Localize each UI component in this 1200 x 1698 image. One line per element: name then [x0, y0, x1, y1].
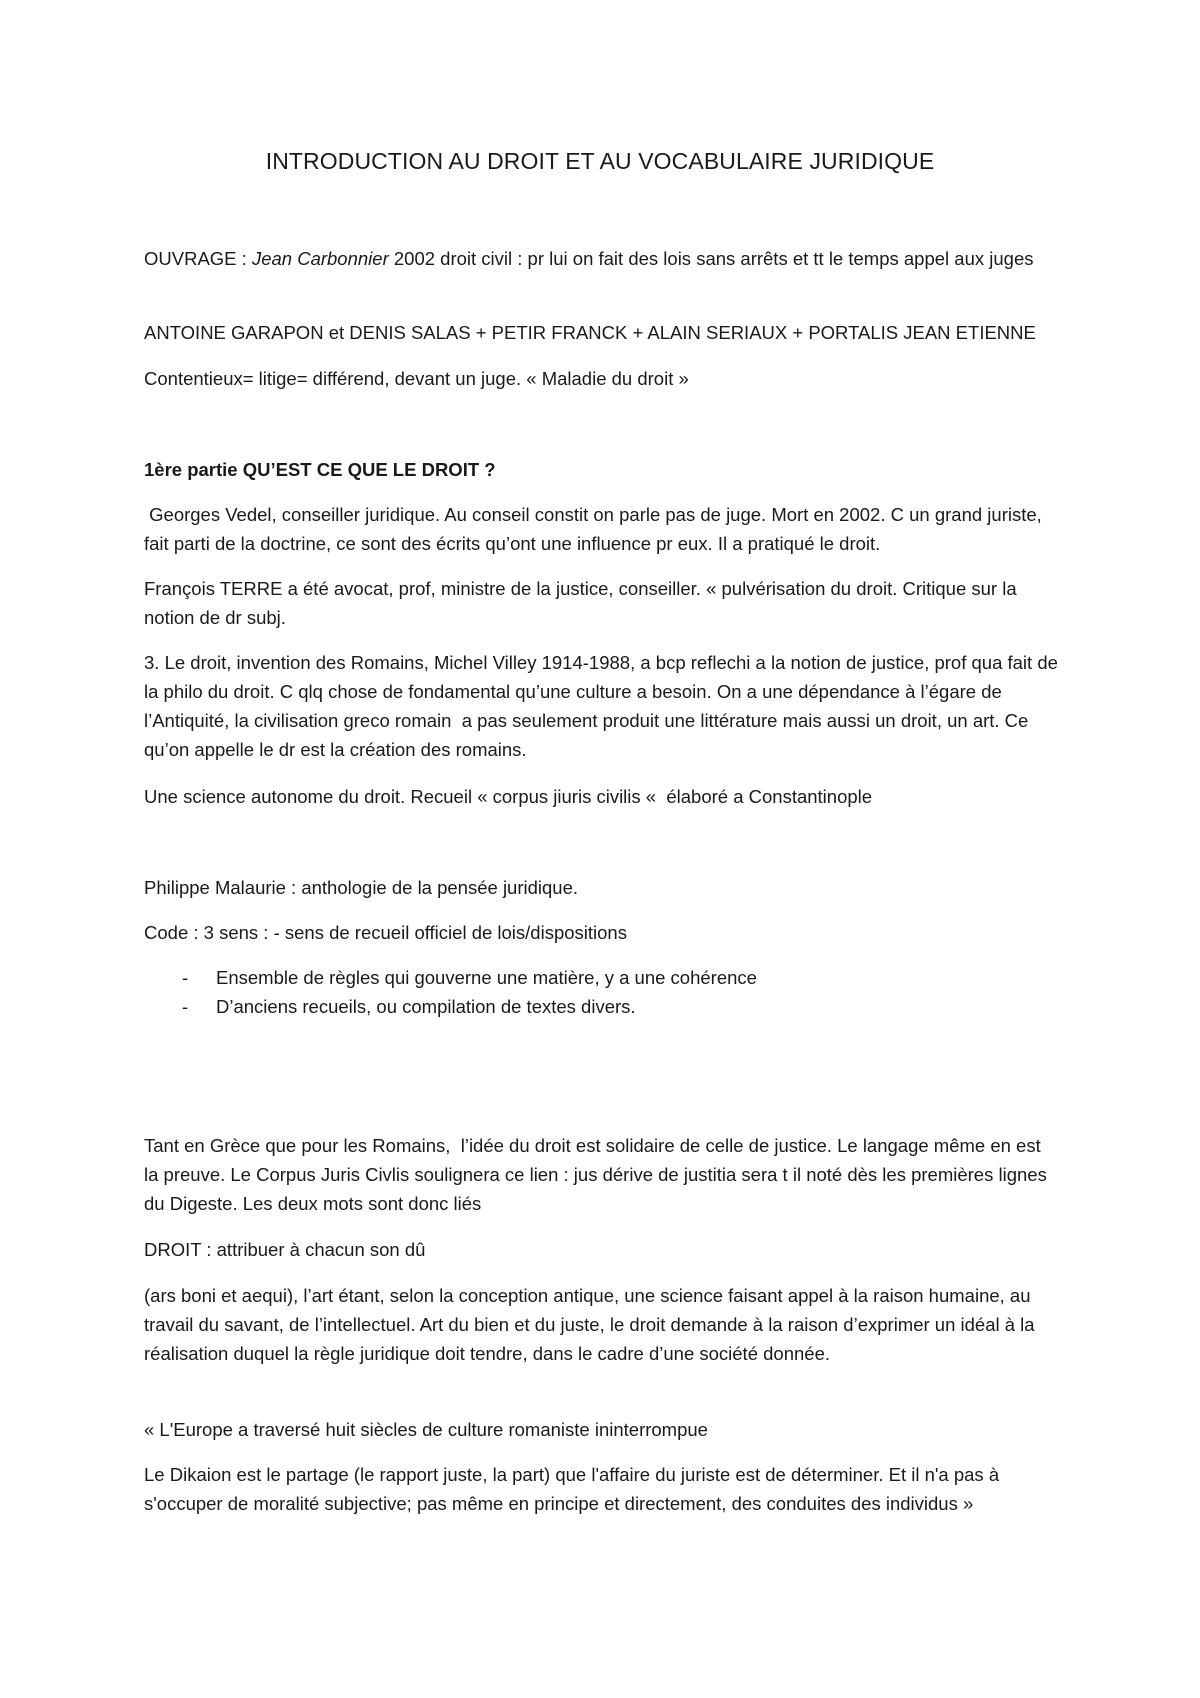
paragraph-europe-quote: « L'Europe a traversé huit siècles de culture romaniste ininterrompue [144, 1419, 708, 1440]
paragraph-contentieux: Contentieux= litige= différend, devant un juge. « Maladie du droit » [144, 368, 689, 389]
paragraph-science: Une science autonome du droit. Recueil « corpus jiuris civilis « élaboré a Constantinople [144, 786, 873, 807]
ouvrage-author: Jean Carbonnier [251, 248, 389, 269]
paragraph-malaurie: Philippe Malaurie : anthologie de la pensée juridique. [144, 877, 579, 898]
paragraph-terre: François TERRE a été avocat, prof, ministre de la justice, conseiller. « pulvérisation du droit. Critique sur la notion de dr subj. [144, 578, 1022, 628]
paragraph-ars-boni: (ars boni et aequi), l’art étant, selon la conception antique, une science faisant appel à la raison humaine, au travail du savant, de l’intellectuel. Art du bien et du juste, le droit demande à la raison d’exprimer un idéal à la réalisation duquel la règle juridique doit tendre, dans le cadre d’une société donnée. [144, 1285, 1040, 1364]
paragraph-code: Code : 3 sens : - sens de recueil officiel de lois/dispositions [144, 922, 627, 943]
paragraph-dikaion: Le Dikaion est le partage (le rapport juste, la part) que l'affaire du juriste est de déterminer. Et il n'a pas à s'occuper de moralité subjective; pas même en principe et directement, des conduites des individus » [144, 1464, 1005, 1514]
section-heading: 1ère partie QU’EST CE QUE LE DROIT ? [144, 459, 496, 480]
paragraph-villey: 3. Le droit, invention des Romains, Michel Villey 1914-1988, a bcp reflechi a la notion de justice, prof qua fait de la philo du droit. C qlq chose de fondamental qu’une culture a besoin. On a une dépendance à l’égare de l’Antiquité, la civilisation greco romain a pas seulement produit une littérature mais aussi un droit, un art. Ce qu’on appelle le dr est la création des romains. [144, 652, 1064, 760]
paragraph-droit-definition: DROIT : attribuer à chacun son dû [144, 1239, 426, 1260]
ouvrage-text: 2002 droit civil : pr lui on fait des lois sans arrêts et tt le temps appel aux juges [388, 248, 1034, 269]
paragraph-ouvrage [144, 244, 1059, 273]
document-title: INTRODUCTION AU DROIT ET AU VOCABULAIRE JURIDIQUE [265, 148, 935, 174]
paragraph-vedel: Georges Vedel, conseiller juridique. Au conseil constit on parle pas de juge. Mort en 2002. C un grand juriste, fait parti de la doctrine, ce sont des écrits qu’ont une influence pr eux. Il a pratiqué le droit. [144, 504, 1047, 554]
paragraph-authors: ANTOINE GARAPON et DENIS SALAS + PETIR FRANCK + ALAIN SERIAUX + PORTALIS JEAN ETIENNE [144, 322, 1036, 343]
ouvrage-prefix: OUVRAGE : [144, 248, 252, 269]
bullet-marker: - [182, 967, 189, 988]
bullet-item: D’anciens recueils, ou compilation de textes divers. [216, 996, 636, 1017]
bullet-item: Ensemble de règles qui gouverne une matière, y a une cohérence [216, 967, 757, 988]
bullet-marker: - [182, 996, 189, 1017]
paragraph-grece: Tant en Grèce que pour les Romains, l’idée du droit est solidaire de celle de justice. Le langage même en est la preuve. Le Corpus Juris Civlis soulignera ce lien : jus dérive de justitia sera t il noté dès les premières lignes du Digeste. Les deux mots sont donc liés [144, 1135, 1052, 1214]
